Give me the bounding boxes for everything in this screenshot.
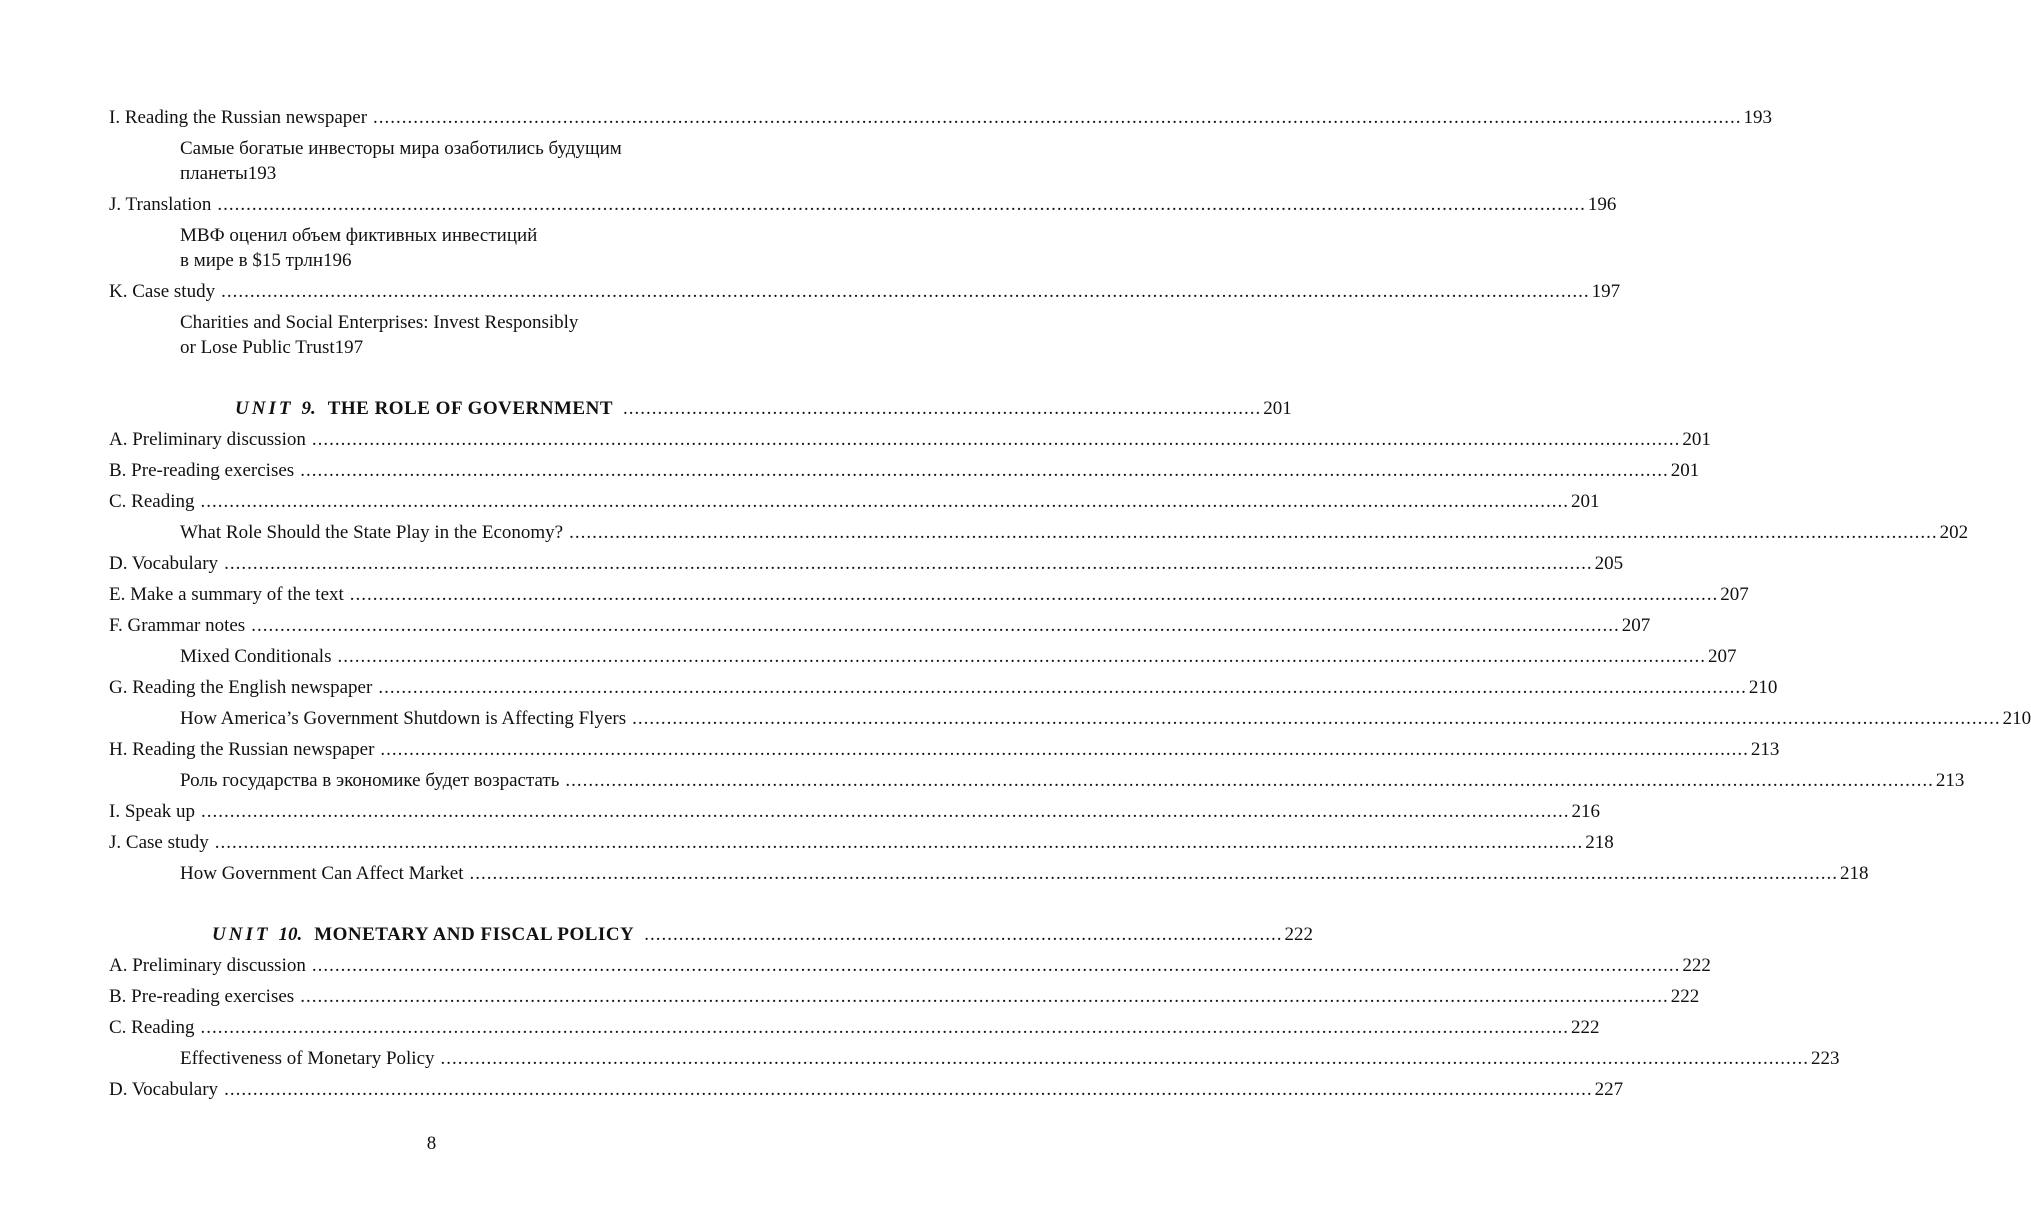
leader-dots: ............................................................................................................... bbox=[644, 924, 1283, 945]
toc-subentry[interactable] bbox=[109, 704, 2031, 735]
toc-entry[interactable] bbox=[109, 580, 1749, 611]
toc-entry[interactable] bbox=[109, 456, 1700, 487]
toc-entry-page: 222 bbox=[1571, 1017, 1600, 1038]
toc-subentry[interactable] bbox=[109, 766, 1965, 797]
toc-subentry[interactable] bbox=[109, 642, 1737, 673]
toc-subentry[interactable] bbox=[109, 221, 767, 277]
toc-entry-title: A. Preliminary discussion bbox=[109, 955, 306, 976]
toc-entry-title: F. Grammar notes bbox=[109, 615, 246, 636]
page-number: 8 bbox=[426, 1133, 437, 1154]
toc-entry-title-cont: в мире в $15 трлн bbox=[180, 250, 324, 271]
unit-9-entries bbox=[109, 425, 2031, 890]
toc-entry-title: C. Reading bbox=[109, 1017, 195, 1038]
toc-entry-title: Charities and Social Enterprises: Invest Responsibly bbox=[180, 312, 579, 333]
toc-entry-title-cont: or Lose Public Trust bbox=[180, 337, 335, 358]
unit-number: 10. bbox=[278, 924, 303, 945]
toc-entry[interactable] bbox=[109, 425, 1711, 456]
leader-dots bbox=[380, 737, 1749, 762]
toc-entry-page: 205 bbox=[1594, 553, 1624, 574]
toc-entry[interactable] bbox=[109, 828, 1614, 859]
toc-entry-title: D. Vocabulary bbox=[109, 553, 219, 574]
leader-dots bbox=[312, 427, 1681, 452]
table-of-contents bbox=[109, 103, 2031, 1106]
toc-entry[interactable] bbox=[109, 190, 1617, 221]
leader-dots bbox=[632, 706, 2001, 731]
toc-entry-page: 207 bbox=[1621, 615, 1651, 636]
leader-dots bbox=[224, 1077, 1593, 1102]
toc-entry-page: 210 bbox=[2002, 708, 2031, 729]
toc-entry-page: 202 bbox=[1939, 522, 1969, 543]
toc-entry[interactable] bbox=[109, 277, 1621, 308]
leader-dots bbox=[337, 644, 1706, 669]
leader-dots: ............................................................................................................... bbox=[623, 398, 1262, 419]
toc-subentry[interactable] bbox=[109, 859, 1869, 890]
toc-entry-page: 193 bbox=[1743, 107, 1773, 128]
unit-10-entries bbox=[109, 951, 1840, 1106]
toc-entry[interactable] bbox=[109, 673, 1778, 704]
toc-entry-title: B. Pre-reading exercises bbox=[109, 460, 295, 481]
toc-entry-page: 218 bbox=[1585, 832, 1614, 853]
leader-dots bbox=[441, 1046, 1810, 1071]
unit-title: MONETARY AND FISCAL POLICY bbox=[314, 924, 635, 945]
toc-entry-title: What Role Should the State Play in the Economy? bbox=[180, 522, 564, 543]
toc-entry[interactable] bbox=[109, 611, 1651, 642]
toc-subentry[interactable] bbox=[109, 134, 767, 190]
unit-heading-10[interactable] bbox=[109, 920, 1314, 951]
toc-entry-page: 201 bbox=[1571, 491, 1600, 512]
toc-entry-page: 197 bbox=[1591, 281, 1621, 302]
unit-label: UNIT bbox=[212, 924, 271, 945]
unit-label: UNIT bbox=[235, 398, 294, 419]
toc-entry-title: K. Case study bbox=[109, 281, 216, 302]
leader-dots bbox=[312, 953, 1681, 978]
leader-dots bbox=[300, 984, 1669, 1009]
toc-entry-page: 213 bbox=[1935, 770, 1965, 791]
toc-entry[interactable] bbox=[109, 982, 1700, 1013]
toc-entry-title-cont: планеты bbox=[180, 163, 248, 184]
leader-dots bbox=[569, 520, 1938, 545]
toc-entry-title: How Government Can Affect Market bbox=[180, 863, 464, 884]
unit-page: 201 bbox=[1263, 398, 1292, 419]
toc-entry-title: J. Case study bbox=[109, 832, 209, 853]
toc-entry-page: 196 bbox=[1587, 194, 1617, 215]
leader-dots bbox=[350, 582, 1719, 607]
toc-entry[interactable] bbox=[109, 797, 1601, 828]
toc-entry-title: Роль государства в экономике будет возрастать bbox=[180, 770, 560, 791]
toc-entry-page: 213 bbox=[1750, 739, 1780, 760]
toc-entry-title: C. Reading bbox=[109, 491, 195, 512]
leader-dots bbox=[373, 105, 1742, 130]
toc-entry-title: D. Vocabulary bbox=[109, 1079, 219, 1100]
toc-entry-title: E. Make a summary of the text bbox=[109, 584, 344, 605]
unit-heading-9[interactable] bbox=[109, 394, 1292, 425]
leader-dots bbox=[224, 551, 1593, 576]
toc-entry-page: 207 bbox=[1720, 584, 1749, 605]
leader-dots bbox=[215, 830, 1584, 855]
toc-entry[interactable] bbox=[109, 487, 1600, 518]
toc-entry-page: 218 bbox=[1840, 863, 1869, 884]
toc-entry-title: МВФ оценил объем фиктивных инвестиций bbox=[180, 225, 538, 246]
toc-entry-title: H. Reading the Russian newspaper bbox=[109, 739, 375, 760]
toc-entry-page: 207 bbox=[1707, 646, 1737, 667]
toc-subentry[interactable] bbox=[109, 308, 767, 364]
toc-entry-page: 227 bbox=[1594, 1079, 1624, 1100]
unit-page: 222 bbox=[1284, 924, 1314, 945]
leader-dots bbox=[378, 675, 1747, 700]
leader-dots bbox=[217, 192, 1586, 217]
leader-dots bbox=[201, 489, 1570, 514]
toc-entry-page: 196 bbox=[323, 250, 352, 271]
unit-number: 9. bbox=[301, 398, 316, 419]
toc-entry[interactable] bbox=[109, 735, 1780, 766]
toc-entry-title: G. Reading the English newspaper bbox=[109, 677, 373, 698]
toc-entry-title: Effectiveness of Monetary Policy bbox=[180, 1048, 435, 1069]
toc-entry-page: 201 bbox=[1682, 429, 1711, 450]
toc-entry-title: Самые богатые инвесторы мира озаботились будущим bbox=[180, 138, 622, 159]
leader-dots bbox=[201, 1015, 1570, 1040]
unit-title: THE ROLE OF GOVERNMENT bbox=[327, 398, 613, 419]
leader-dots bbox=[565, 768, 1934, 793]
toc-entry[interactable] bbox=[109, 103, 1773, 134]
toc-subentry[interactable] bbox=[109, 1044, 1840, 1075]
leader-dots bbox=[251, 613, 1620, 638]
toc-entry-page: 210 bbox=[1748, 677, 1778, 698]
leader-dots bbox=[300, 458, 1669, 483]
toc-entry-page: 222 bbox=[1682, 955, 1711, 976]
toc-entry[interactable] bbox=[109, 1075, 1624, 1106]
toc-entry[interactable] bbox=[109, 951, 1711, 982]
toc-entry[interactable] bbox=[109, 549, 1624, 580]
toc-entry-page: 222 bbox=[1670, 986, 1700, 1007]
toc-entry-page: 197 bbox=[334, 337, 364, 358]
toc-entry-page: 201 bbox=[1670, 460, 1700, 481]
leader-dots bbox=[470, 861, 1839, 886]
toc-entry[interactable] bbox=[109, 1013, 1600, 1044]
toc-entry-page: 216 bbox=[1571, 801, 1601, 822]
toc-entry-title: Mixed Conditionals bbox=[180, 646, 332, 667]
toc-entry-title: How America’s Government Shutdown is Affecting Flyers bbox=[180, 708, 627, 729]
leader-dots bbox=[201, 799, 1570, 824]
toc-entry-page: 223 bbox=[1811, 1048, 1840, 1069]
toc-entry-title: I. Reading the Russian newspaper bbox=[109, 107, 368, 128]
toc-subentry[interactable] bbox=[109, 518, 1969, 549]
toc-entry-page: 193 bbox=[247, 163, 277, 184]
toc-entry-title: J. Translation bbox=[109, 194, 212, 215]
toc-entry-title: I. Speak up bbox=[109, 801, 196, 822]
leader-dots bbox=[221, 279, 1590, 304]
toc-entry-title: B. Pre-reading exercises bbox=[109, 986, 295, 1007]
toc-entry-title: A. Preliminary discussion bbox=[109, 429, 306, 450]
